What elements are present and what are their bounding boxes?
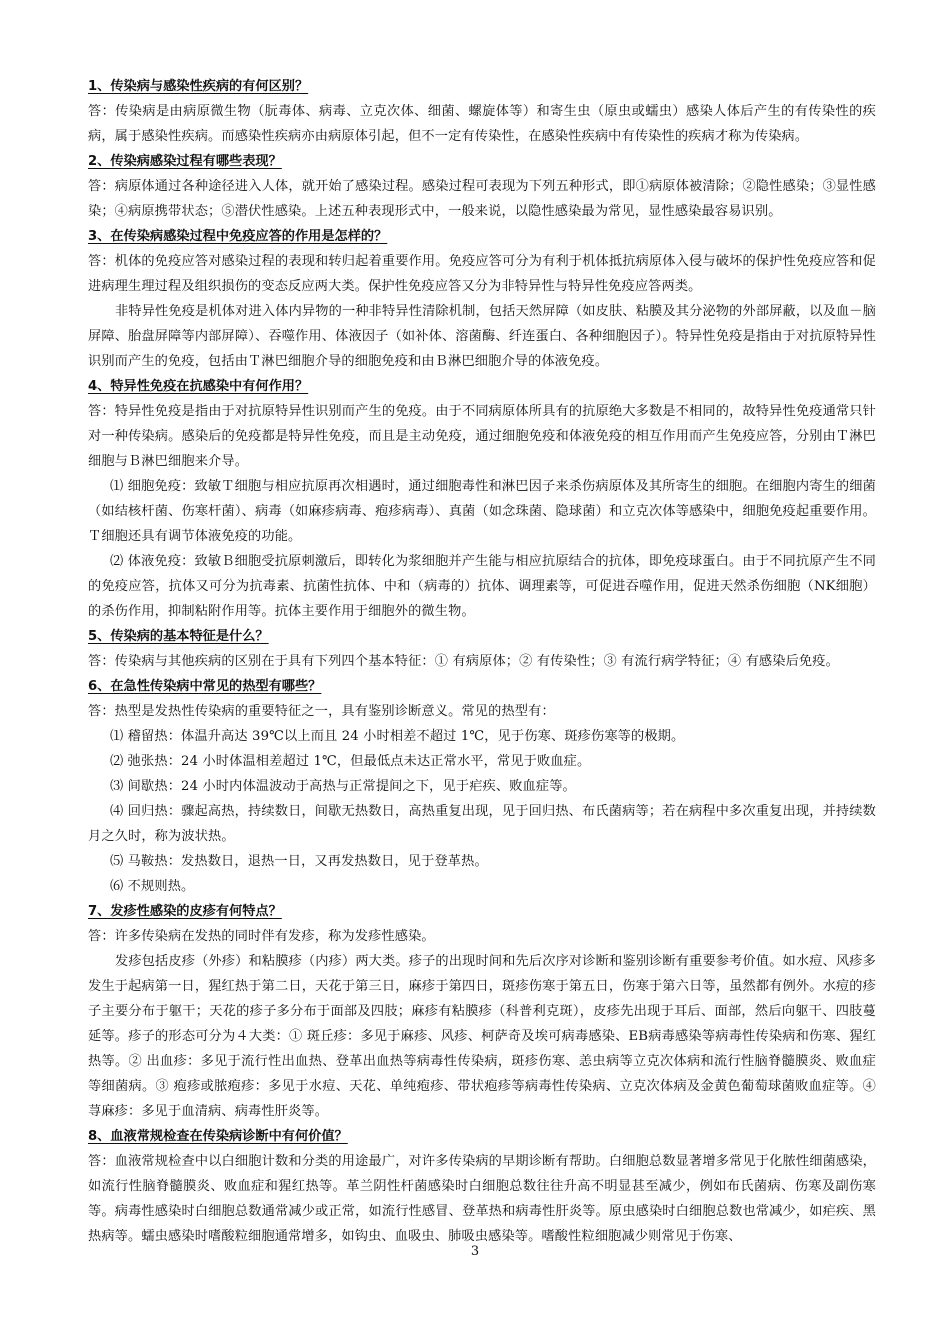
answer-paragraph: 答：血液常规检查中以白细胞计数和分类的用途最广，对许多传染病的早期诊断有帮助。白细胞总数显著增多常见于化脓性细菌感染，如流行性脑脊髓膜炎、败血症和猩红热等。革兰阴性杆菌感染时白细胞总数往往升高不明显甚至减少，例如布氏菌病、伤寒及副伤寒等。病毒性感染时白细胞总数通常减少或正常，如流行性感冒、登革热和病毒性肝炎等。原虫感染时白细胞总数也常减少，如疟疾、黑热病等。蠕虫感染时嗜酸粒细胞通常增多，如钩虫、血吸虫、肺吸虫感染等。嗜酸性粒细胞减少则常见于伤寒、 <box>88 1154 876 1244</box>
question-heading: 3、在传染病感染过程中免疫应答的作用是怎样的？ <box>88 229 388 244</box>
answer-paragraph: 答：机体的免疫应答对感染过程的表现和转归起着重要作用。免疫应答可分为有利于机体抵抗病原体入侵与破坏的保护性免疫应答和促进病理生理过程及组织损伤的变态反应两大类。保护性免疫应答又分为非特异性与特异性免疫应答两类。 <box>88 254 876 294</box>
section-2 <box>88 149 876 224</box>
answer-paragraph: 答：传染病与其他疾病的区别在于具有下列四个基本特征：① 有病原体；② 有传染性；③ 有流行病学特征；④ 有感染后免疫。 <box>88 654 839 669</box>
section-7 <box>88 899 876 1124</box>
list-item: ⑵ 体液免疫：致敏Ｂ细胞受抗原刺激后，即转化为浆细胞并产生能与相应抗原结合的抗体，即免疫球蛋白。由于不同抗原产生不同的免疫应答，抗体又可分为抗毒素、抗菌性抗体、中和（病毒的）抗体、调理素等，可促进吞噬作用，促进天然杀伤细胞（NK细胞）的杀伤作用，抑制粘附作用等。抗体主要作用于细胞外的微生物。 <box>88 554 876 619</box>
section-8 <box>88 1124 876 1249</box>
document-body <box>88 74 876 1249</box>
list-item: ⑸ 马鞍热：发热数日，退热一日，又再发热数日，见于登革热。 <box>110 854 488 869</box>
list-item: ⑴ 稽留热：体温升高达 39℃以上而且 24 小时相差不超过 1℃，见于伤寒、斑疹伤寒等的极期。 <box>110 729 685 744</box>
answer-paragraph: 答：热型是发热性传染病的重要特征之一，具有鉴别诊断意义。常见的热型有： <box>88 704 555 719</box>
list-item: ⑴ 细胞免疫：致敏Ｔ细胞与相应抗原再次相遇时，通过细胞毒性和淋巴因子来杀伤病原体及其所寄生的细胞。在细胞内寄生的细菌（如结核杆菌、伤寒杆菌）、病毒（如麻疹病毒、疱疹病毒）、真菌（如念珠菌、隐球菌）和立克次体等感染中，细胞免疫起重要作用。Ｔ细胞还具有调节体液免疫的功能。 <box>88 479 876 544</box>
list-item: ⑶ 间歇热：24 小时内体温波动于高热与正常提间之下，见于疟疾、败血症等。 <box>110 779 576 794</box>
section-6 <box>88 674 876 899</box>
question-heading: 4、特异性免疫在抗感染中有何作用？ <box>88 379 309 394</box>
page-number: 3 <box>470 1244 480 1259</box>
question-heading: 1、传染病与感染性疾病的有何区别？ <box>88 79 309 94</box>
section-1 <box>88 74 876 149</box>
answer-paragraph: 答：许多传染病在发热的同时伴有发疹，称为发疹性感染。 <box>88 929 435 944</box>
question-heading: 8、血液常规检查在传染病诊断中有何价值？ <box>88 1129 348 1144</box>
body-paragraph: 非特异性免疫是机体对进入体内异物的一种非特异性清除机制，包括天然屏障（如皮肤、粘膜及其分泌物的外部屏蔽，以及血－脑屏障、胎盘屏障等内部屏障）、吞噬作用、体液因子（如补体、溶菌酶、纤连蛋白、各种细胞因子）。特异性免疫是指由于对抗原特异性识别而产生的免疫，包括由Ｔ淋巴细胞介导的细胞免疫和由Ｂ淋巴细胞介导的体液免疫。 <box>88 304 876 369</box>
list-item: ⑹ 不规则热。 <box>110 879 195 894</box>
question-heading: 5、传染病的基本特征是什么？ <box>88 629 269 644</box>
section-4 <box>88 374 876 624</box>
list-item: ⑷ 回归热：骤起高热，持续数日，间歇无热数日，高热重复出现，见于回归热、布氏菌病等；若在病程中多次重复出现，并持续数月之久时，称为波状热。 <box>88 804 876 844</box>
answer-paragraph: 答：传染病是由病原微生物（朊毒体、病毒、立克次体、细菌、螺旋体等）和寄生虫（原虫或蠕虫）感染人体后产生的有传染性的疾病，属于感染性疾病。而感染性疾病亦由病原体引起，但不一定有传染性，在感染性疾病中有传染性的疾病才称为传染病。 <box>88 104 876 144</box>
answer-paragraph: 答：病原体通过各种途径进入人体，就开始了感染过程。感染过程可表现为下列五种形式，即①病原体被清除；②隐性感染；③显性感染；④病原携带状态；⑤潜伏性感染。上述五种表现形式中，一般来说，以隐性感染最为常见，显性感染最容易识别。 <box>88 179 876 219</box>
question-heading: 7、发疹性感染的皮疹有何特点？ <box>88 904 282 919</box>
question-heading: 2、传染病感染过程有哪些表现？ <box>88 154 282 169</box>
section-3 <box>88 224 876 374</box>
list-item: ⑵ 弛张热：24 小时体温相差超过 1℃，但最低点未达正常水平，常见于败血症。 <box>110 754 591 769</box>
section-5 <box>88 624 876 674</box>
body-paragraph: 发疹包括皮疹（外疹）和粘膜疹（内疹）两大类。疹子的出现时间和先后次序对诊断和鉴别诊断有重要参考价值。如水痘、风疹多发生于起病第一日，猩红热于第二日，天花于第三日，麻疹于第四日，斑疹伤寒于第五日，伤寒于第六日等，虽然都有例外。水痘的疹子主要分布于躯干；天花的疹子多分布于面部及四肢；麻疹有粘膜疹（科普利克斑），皮疹先出现于耳后、面部，然后向躯干、四肢蔓延等。疹子的形态可分为４大类：① 斑丘疹：多见于麻疹、风疹、柯萨奇及埃可病毒感染、EB病毒感染等病毒性传染病和伤寒、猩红热等。② 出血疹：多见于流行性出血热、登革出血热等病毒性传染病，斑疹伤寒、恙虫病等立克次体病和流行性脑脊髓膜炎、败血症等细菌病。③ 疱疹或脓疱疹：多见于水痘、天花、单纯疱疹、带状疱疹等病毒性传染病、立克次体病及金黄色葡萄球菌败血症等。④ 荨麻疹：多见于血清病、病毒性肝炎等。 <box>88 954 876 1119</box>
question-heading: 6、在急性传染病中常见的热型有哪些？ <box>88 679 322 694</box>
answer-paragraph: 答：特异性免疫是指由于对抗原特异性识别而产生的免疫。由于不同病原体所具有的抗原绝大多数是不相同的，故特异性免疫通常只针对一种传染病。感染后的免疫都是特异性免疫，而且是主动免疫，通过细胞免疫和体液免疫的相互作用而产生免疫应答，分别由Ｔ淋巴细胞与Ｂ淋巴细胞来介导。 <box>88 404 876 469</box>
